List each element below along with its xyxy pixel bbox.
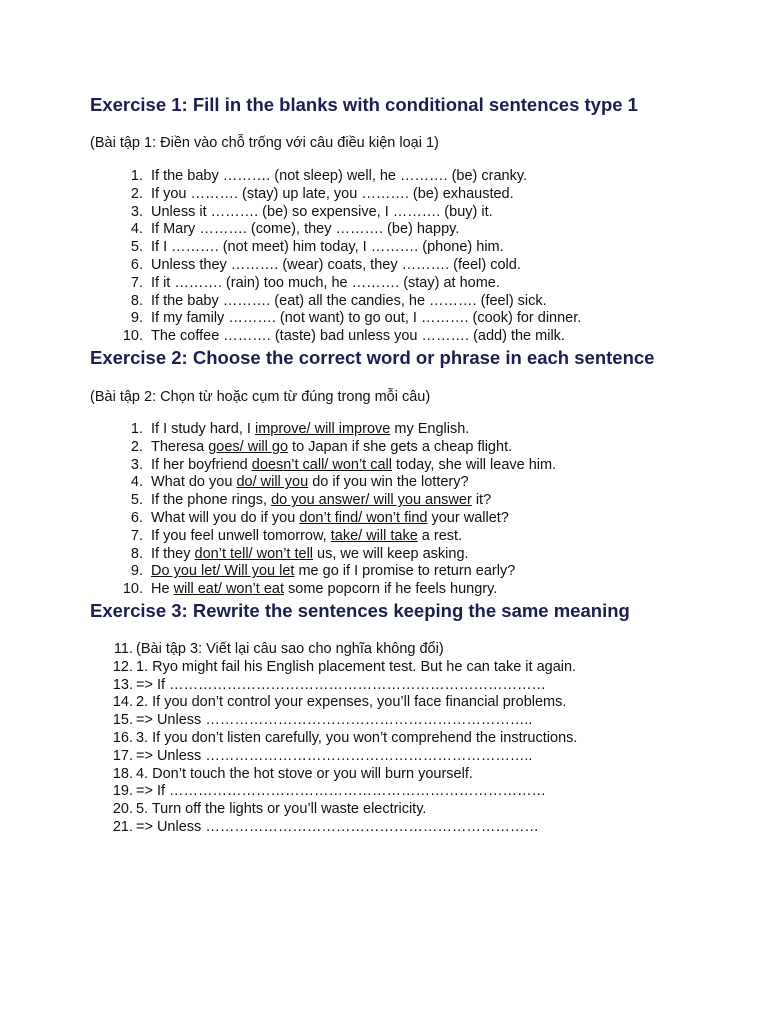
item-number: 1. (130, 421, 143, 437)
item-number: 4. (130, 474, 143, 491)
item-text: If it ………. (rain) too much, he ………. (stay) at home. (151, 274, 500, 291)
item-number: 10. (122, 581, 143, 598)
sentence-start: What will you do if you (151, 509, 300, 526)
item-text: => Unless ………………………………………………………….. (136, 712, 533, 729)
item-number: 3. (130, 203, 143, 220)
item-number: 15. (112, 712, 133, 729)
exercise-1-subtitle: (Bài tập 1: Điền vào chỗ trống với câu điều kiện loại 1) (90, 135, 439, 151)
item-text (151, 439, 512, 457)
item-number: 6. (130, 509, 143, 526)
item-text: => Unless ………………………………………………………….. (136, 747, 533, 764)
item-text: 5. Turn off the lights or you’ll waste electricity. (136, 801, 427, 818)
answer-choices: doesn’t call/ won’t call (251, 456, 392, 473)
item-number: 8. (130, 545, 143, 562)
item-text: 3. If you don’t listen carefully, you won’t comprehend the instructions. (136, 729, 578, 746)
item-number: 2. (130, 185, 143, 202)
item-text: => If …………………………………………………………………… (136, 783, 547, 800)
sentence-start: Theresa (151, 438, 209, 455)
answer-choices: take/ will take (330, 527, 418, 544)
item-text: If I ………. (not meet) him today, I ………. (phone) him. (151, 239, 504, 256)
sentence-end: do if you win the lottery? (308, 474, 469, 491)
item-number: 20. (112, 801, 133, 818)
item-number: 3. (130, 456, 143, 473)
item-number: 18. (112, 765, 133, 782)
item-number: 21. (112, 818, 133, 835)
item-text: 2. If you don’t control your expenses, you’ll face financial problems. (136, 694, 567, 711)
item-text: Unless they ………. (wear) coats, they ………. (feel) cold. (151, 256, 521, 273)
item-number: 17. (112, 747, 133, 764)
item-number: 7. (130, 274, 143, 291)
answer-choices: improve/ will improve (254, 421, 391, 437)
answer-choices: do/ will you (236, 474, 309, 491)
item-text: The coffee ………. (taste) bad unless you ………. (add) the milk. (151, 328, 565, 345)
item-number: 4. (130, 221, 143, 238)
item-text (151, 457, 556, 475)
item-text: => Unless …………………………………………………………… (136, 818, 539, 835)
item-number: 13. (112, 676, 133, 693)
exercise-2-heading: Exercise 2: Choose the correct word or phrase in each sentence (90, 347, 655, 368)
sentence-start: He (151, 581, 174, 598)
item-text (151, 563, 515, 581)
exercise-2-subtitle: (Bài tập 2: Chọn từ hoặc cụm từ đúng trong mỗi câu) (90, 389, 431, 405)
exercise-3-heading: Exercise 3: Rewrite the sentences keeping the same meaning (90, 600, 630, 621)
sentence-end: some popcorn if he feels hungry. (284, 581, 498, 598)
sentence-start: If the phone rings, (151, 492, 272, 509)
item-text: If Mary ………. (come), they ………. (be) happy. (151, 221, 460, 238)
sentence-end: today, she will leave him. (392, 456, 557, 473)
item-number: 12. (112, 658, 133, 675)
answer-choices: don’t find/ won’t find (299, 509, 428, 526)
item-number: 14. (112, 694, 133, 711)
item-number: 11. (113, 641, 133, 657)
item-text: Unless it ………. (be) so expensive, I ………. (buy) it. (151, 203, 493, 220)
sentence-start: If I study hard, I (151, 421, 255, 437)
exercise-1-heading: Exercise 1: Fill in the blanks with conditional sentences type 1 (90, 94, 638, 115)
item-text: If the baby ………. (eat) all the candies, he ………. (feel) sick. (151, 292, 547, 309)
sentence-start: What do you (151, 474, 237, 491)
item-text (151, 546, 469, 564)
sentence-end: us, we will keep asking. (313, 545, 469, 562)
item-text (151, 421, 469, 439)
item-number: 8. (130, 292, 143, 309)
sentence-start: If they (151, 545, 195, 562)
item-text (151, 510, 509, 528)
item-number: 16. (112, 729, 133, 746)
sentence-end: your wallet? (427, 509, 509, 526)
item-number: 6. (130, 256, 143, 273)
item-text: 4. Don’t touch the hot stove or you will burn yourself. (136, 765, 473, 782)
item-number: 9. (130, 563, 143, 580)
item-number: 1. (130, 168, 143, 184)
item-text: If the baby ………. (not sleep) well, he ………. (be) cranky. (151, 168, 528, 184)
sentence-end: me go if I promise to return early? (294, 563, 516, 580)
item-text (151, 474, 469, 492)
sentence-end: my English. (390, 421, 470, 437)
answer-choices: goes/ will go (208, 438, 289, 455)
item-text (151, 492, 491, 510)
answer-choices: Do you let/ Will you let (151, 563, 295, 580)
item-number: 5. (130, 492, 143, 509)
item-number: 19. (112, 783, 133, 800)
item-number: 7. (130, 527, 143, 544)
item-text: (Bài tập 3: Viết lại câu sao cho nghĩa không đổi) (136, 641, 444, 657)
answer-choices: do you answer/ will you answer (271, 492, 472, 509)
item-number: 2. (130, 438, 143, 455)
sentence-start: If you feel unwell tomorrow, (151, 527, 331, 544)
sentence-end: to Japan if she gets a cheap flight. (288, 438, 513, 455)
answer-choices: don’t tell/ won’t tell (194, 545, 314, 562)
item-text: 1. Ryo might fail his English placement test. But he can take it again. (136, 658, 577, 675)
item-text: If my family ………. (not want) to go out, I ………. (cook) for dinner. (151, 310, 582, 327)
item-text (151, 528, 462, 546)
item-text: => If …………………………………………………………………… (136, 676, 547, 693)
sentence-start: If her boyfriend (151, 456, 252, 473)
item-text (151, 581, 497, 599)
answer-choices: will eat/ won’t eat (173, 581, 284, 598)
item-number: 5. (130, 239, 143, 256)
item-text: If you ………. (stay) up late, you ………. (be) exhausted. (151, 185, 514, 202)
item-number: 10. (122, 328, 143, 345)
sentence-end: a rest. (417, 527, 463, 544)
item-number: 9. (130, 310, 143, 327)
sentence-end: it? (471, 492, 492, 509)
